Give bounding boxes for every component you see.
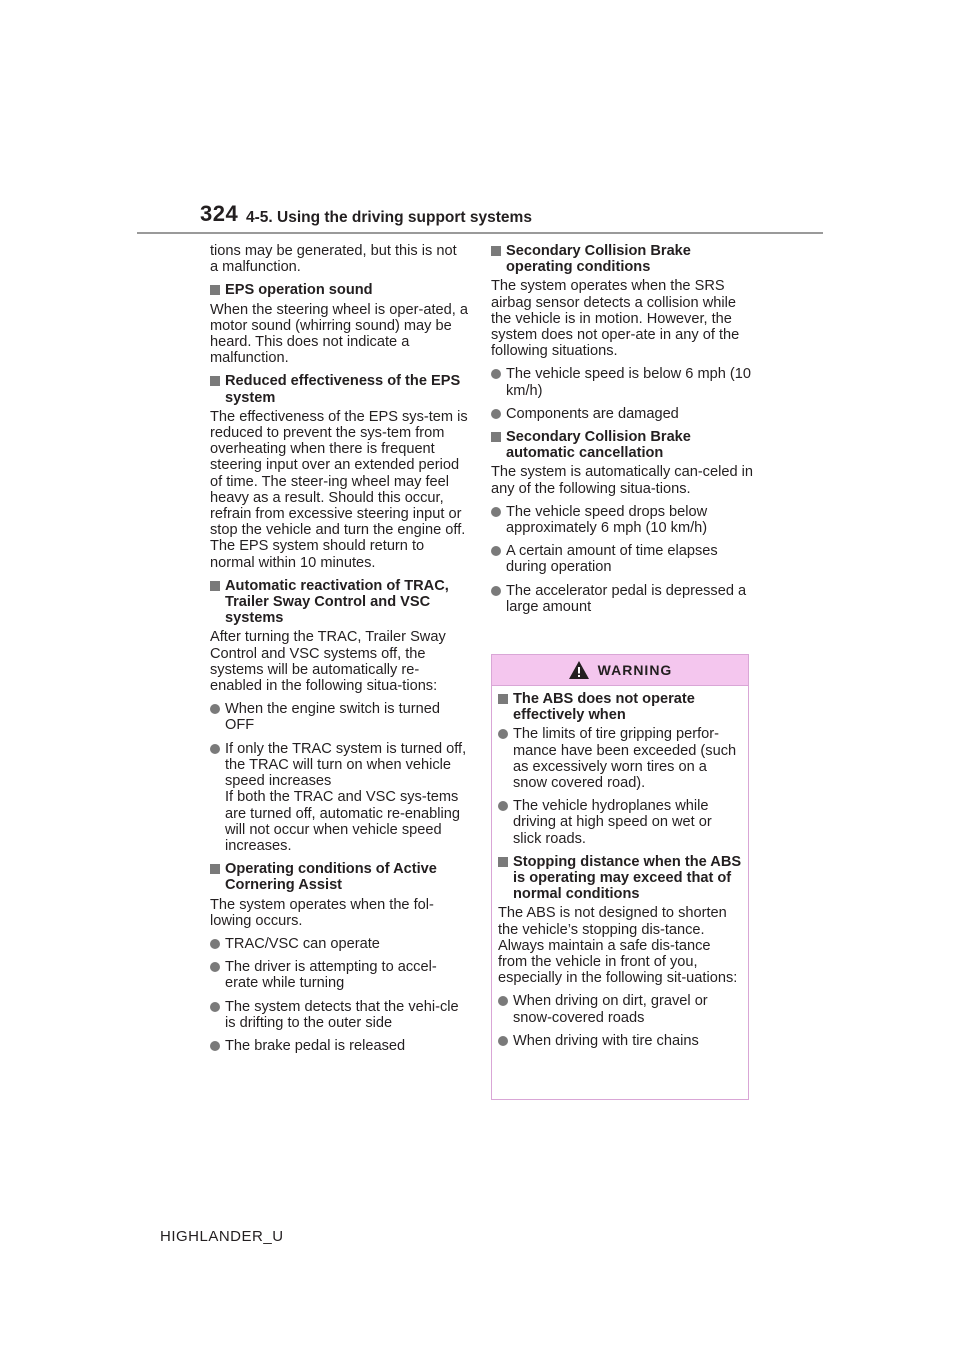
paragraph: The effectiveness of the EPS sys-tem is reduced to prevent the sys-tem from overheating when there is frequent steering input over an extended period of time. The steer-ing wheel may feel heavy as a result. Should this occur, refrain from excessive steering input or stop the vehicle and turn the engine off. The EPS system should return to normal within 10 minutes.: [210, 408, 468, 571]
list-item: [491, 543, 753, 575]
header-divider: [137, 232, 823, 234]
round-bullet-icon: [498, 801, 508, 811]
round-bullet-icon: [210, 1041, 220, 1051]
list-item-text: When the engine switch is turned OFF: [225, 701, 440, 734]
subheading: [491, 243, 753, 275]
page-number: 324: [200, 201, 239, 226]
left-column: [210, 243, 468, 1061]
square-bullet-icon: [210, 376, 220, 386]
warning-body: [492, 686, 748, 1049]
round-bullet-icon: [210, 939, 220, 949]
square-bullet-icon: [210, 864, 220, 874]
square-bullet-icon: [498, 857, 508, 867]
subheading: [491, 429, 753, 461]
list-item: [491, 366, 753, 398]
list-item-text: The vehicle hydroplanes while driving at high speed on wet or slick roads.: [513, 798, 712, 847]
list-item-text: When driving with tire chains: [513, 1032, 699, 1049]
subheading-text: Secondary Collision Brake operating conditions: [506, 243, 691, 276]
list-item-text: Components are damaged: [506, 405, 679, 422]
subheading-text: EPS operation sound: [225, 282, 373, 299]
list-item-text: TRAC/VSC can operate: [225, 935, 380, 952]
section-title: 4-5. Using the driving support systems: [246, 209, 532, 226]
list-item-text: The brake pedal is released: [225, 1037, 406, 1054]
square-bullet-icon: [491, 246, 501, 256]
round-bullet-icon: [491, 369, 501, 379]
warning-box: [491, 654, 749, 1100]
round-bullet-icon: [491, 546, 501, 556]
list-item: [498, 993, 742, 1025]
list-item-text: The driver is attempting to accel-erate while turning: [225, 959, 437, 992]
subheading-text: The ABS does not operate effectively when: [513, 691, 695, 724]
paragraph: When the steering wheel is oper-ated, a motor sound (whirring sound) may be heard. This does not indicate a malfunction.: [210, 301, 468, 367]
paragraph: After turning the TRAC, Trailer Sway Control and VSC systems off, the systems will be automatically re-enabled in the following situa-tions:: [210, 629, 446, 695]
round-bullet-icon: [491, 586, 501, 596]
list-item-continuation: If both the TRAC and VSC sys-tems are turned off, automatic re-enabling will not occur when vehicle speed increases.: [225, 789, 460, 854]
warning-triangle-icon: [568, 660, 590, 680]
round-bullet-icon: [210, 1002, 220, 1012]
square-bullet-icon: [498, 694, 508, 704]
subheading: [210, 861, 468, 893]
round-bullet-icon: [498, 729, 508, 739]
list-item: [498, 1033, 742, 1049]
round-bullet-icon: [210, 744, 220, 754]
round-bullet-icon: [498, 1036, 508, 1046]
subheading: [498, 854, 742, 903]
list-item: [210, 701, 468, 733]
square-bullet-icon: [210, 581, 220, 591]
subheading: [210, 373, 468, 405]
subheading: [498, 691, 742, 723]
subheading-text: Secondary Collision Brake automatic cancellation: [506, 429, 691, 462]
round-bullet-icon: [210, 704, 220, 714]
model-footer: HIGHLANDER_U: [160, 1228, 284, 1245]
list-item-text: The limits of tire gripping perfor-mance have been exceeded (such as excessively worn tires on a snow covered road).: [513, 726, 737, 792]
square-bullet-icon: [210, 285, 220, 295]
paragraph: The system is automatically can-celed in any of the following situa-tions.: [491, 464, 753, 497]
list-item: [491, 406, 753, 422]
round-bullet-icon: [491, 409, 501, 419]
warning-title: WARNING: [597, 662, 673, 678]
subheading: [210, 282, 468, 298]
paragraph: tions may be generated, but this is not a malfunction.: [210, 243, 457, 276]
round-bullet-icon: [498, 996, 508, 1006]
list-item-text: The vehicle speed drops below approximately 6 mph (10 km/h): [506, 503, 708, 537]
list-item: [210, 936, 468, 952]
list-item: [491, 583, 753, 615]
list-item: [491, 504, 753, 536]
subheading-text: Stopping distance when the ABS is operating may exceed that of normal conditions: [513, 853, 742, 903]
paragraph: The ABS is not designed to shorten the vehicle’s stopping dis-tance. Always maintain a safe dis-tance from the vehicle in front of you, especially in the following sit-uations:: [498, 905, 738, 987]
square-bullet-icon: [491, 432, 501, 442]
round-bullet-icon: [491, 507, 501, 517]
list-item-text: The vehicle speed is below 6 mph (10 km/h): [506, 366, 751, 399]
list-item: [498, 726, 742, 791]
list-item-text: The accelerator pedal is depressed a large amount: [506, 582, 747, 615]
list-item: [210, 1038, 468, 1054]
list-item-text: If only the TRAC system is turned off, the TRAC will turn on when vehicle speed increases: [225, 740, 467, 790]
list-item: [498, 798, 742, 847]
list-item: [210, 741, 468, 854]
warning-header: [492, 655, 748, 686]
subheading-text: Reduced effectiveness of the EPS system: [225, 373, 461, 406]
subheading: [210, 578, 468, 627]
list-item: [210, 959, 468, 991]
paragraph: The system operates when the SRS airbag sensor detects a collision while the vehicle is in motion. However, the system does not oper-ate in any of the following situations.: [491, 278, 740, 360]
subheading-text: Automatic reactivation of TRAC, Trailer Sway Control and VSC systems: [225, 577, 449, 627]
list-item-text: A certain amount of time elapses during operation: [506, 543, 718, 576]
list-item-text: The system detects that the vehi-cle is drifting to the outer side: [225, 998, 459, 1031]
right-column: [491, 243, 753, 622]
paragraph: The system operates when the fol-lowing occurs.: [210, 896, 434, 929]
subheading-text: Operating conditions of Active Cornering Assist: [225, 861, 437, 894]
round-bullet-icon: [210, 962, 220, 972]
list-item: [210, 999, 468, 1031]
list-item-text: When driving on dirt, gravel or snow-covered roads: [513, 993, 708, 1026]
